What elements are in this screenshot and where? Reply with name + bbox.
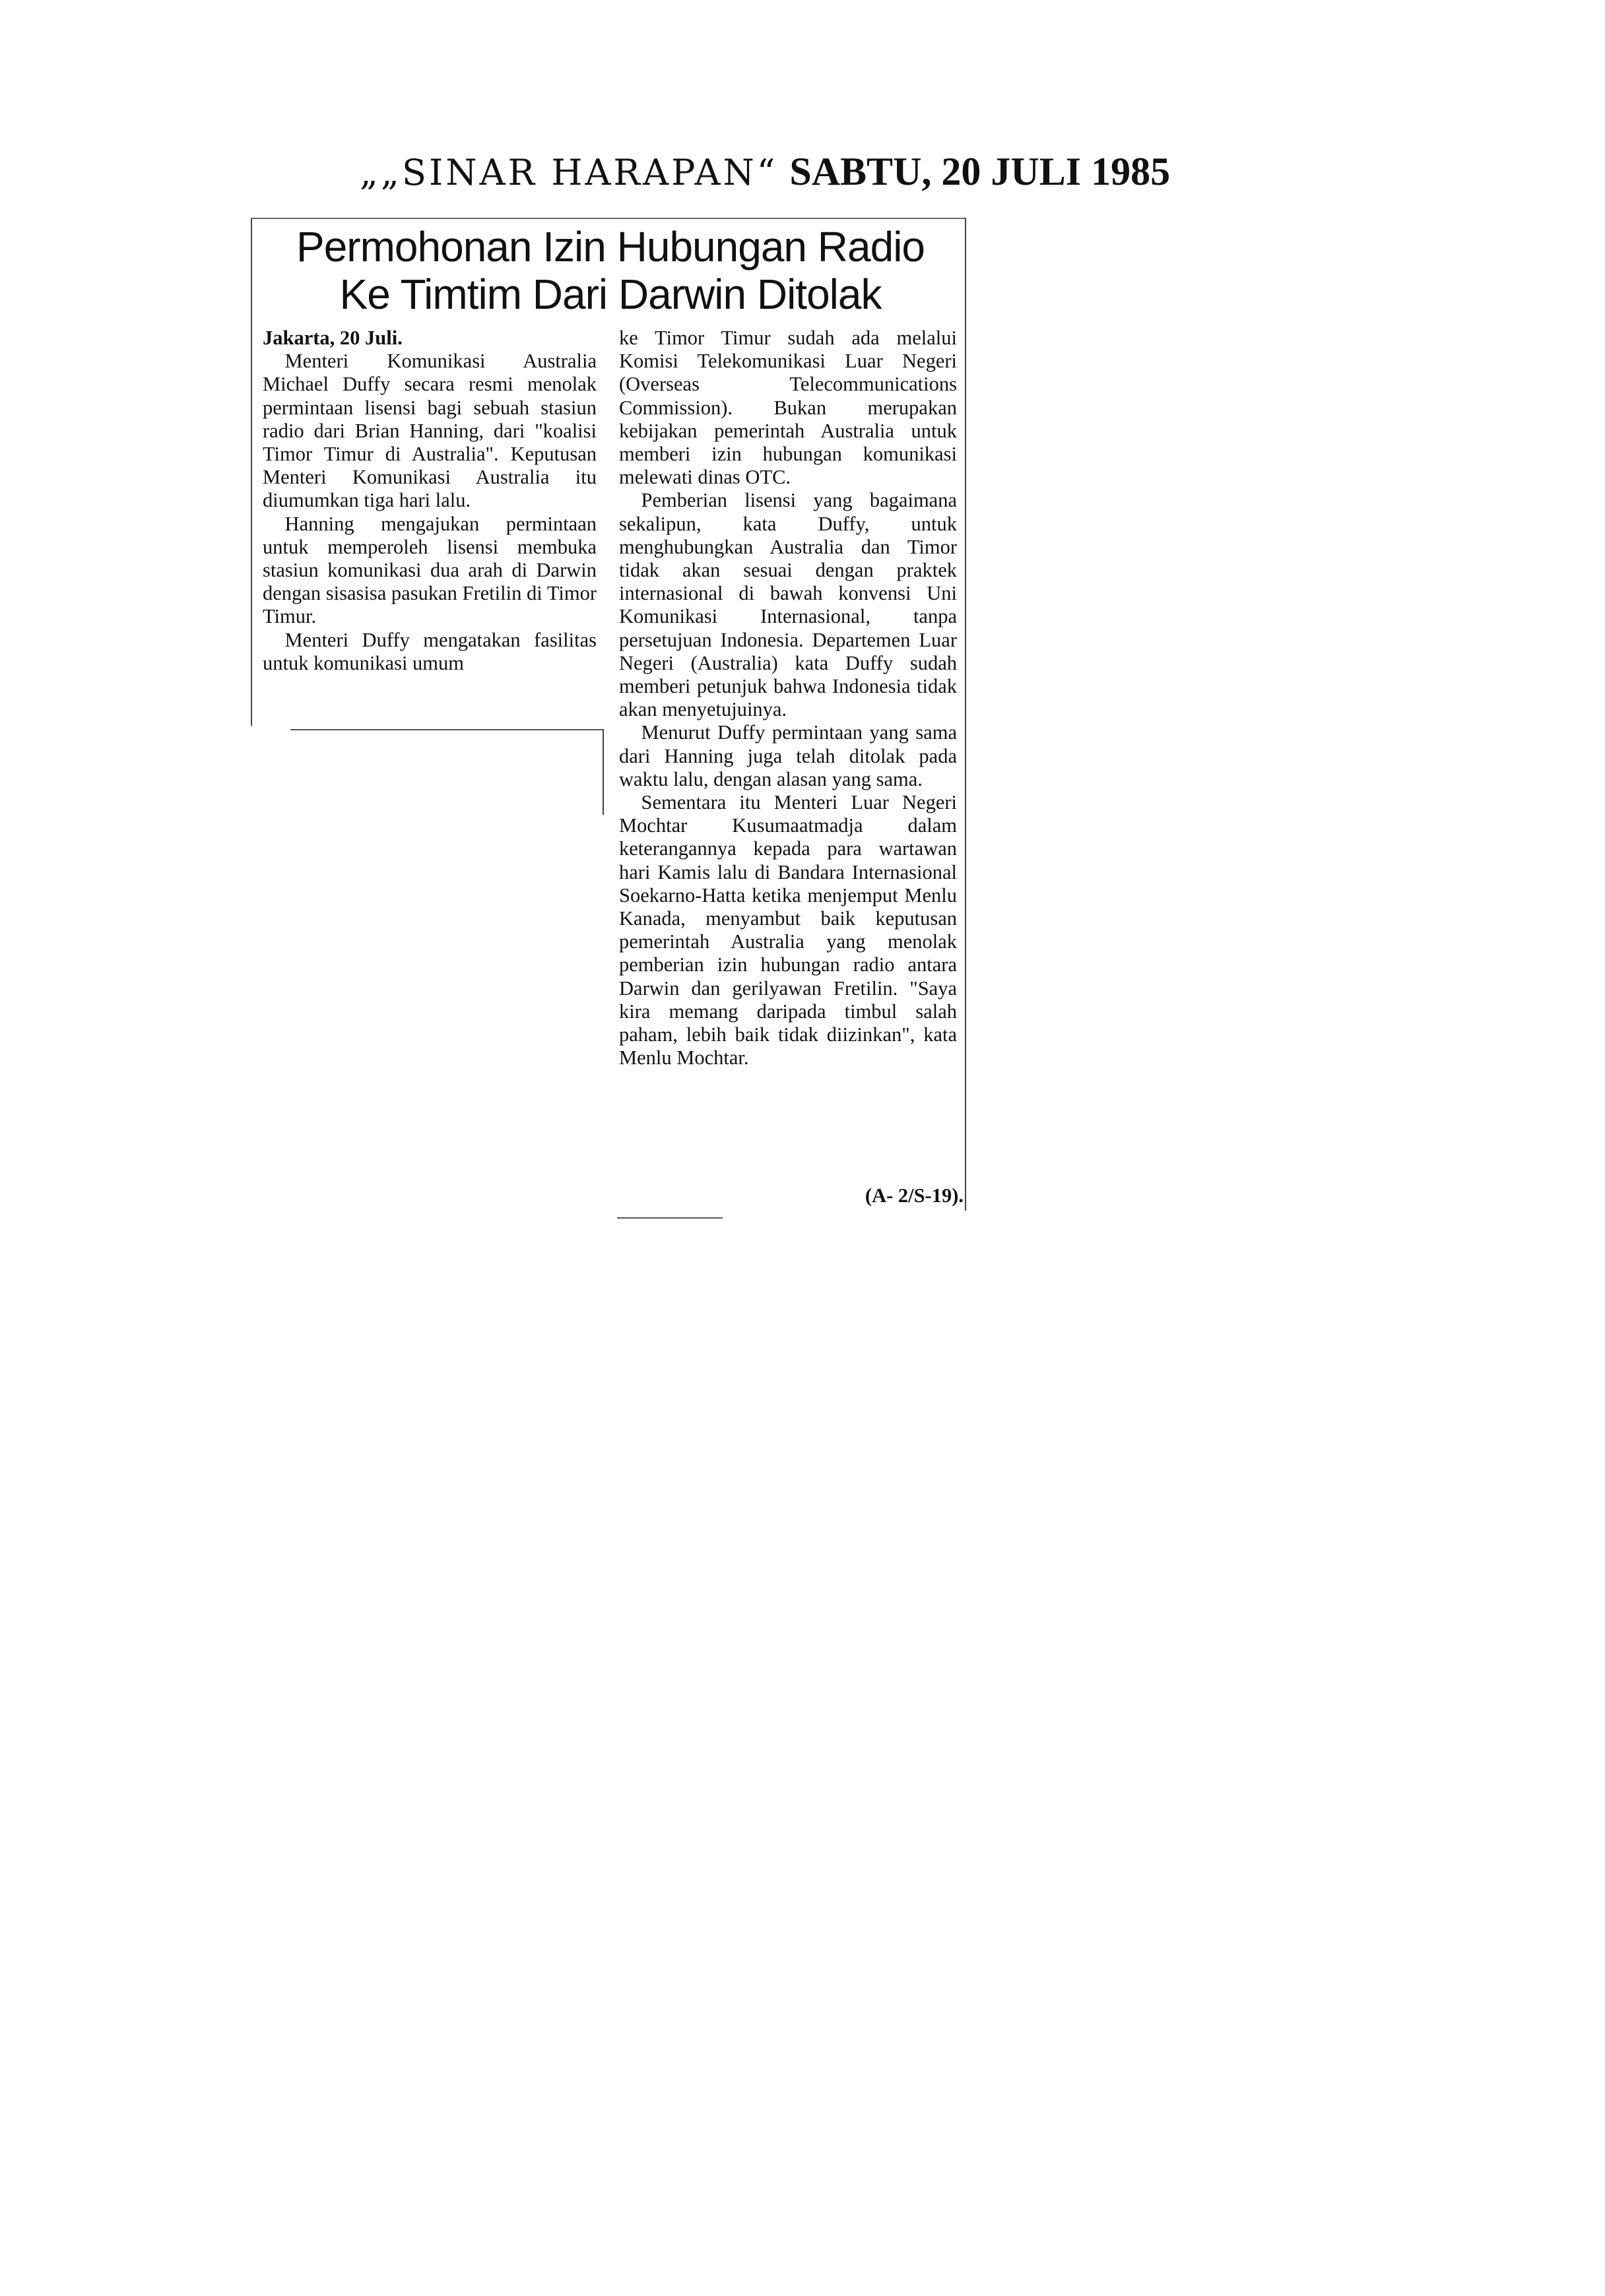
article-paragraph: Sementara itu Menteri Luar Negeri Mochtar Kusumaatmadja dalam keterangannya kepada para wartawan hari Kamis lalu di Bandara Internasional Soekarno-Hatta ketika menjemput Menlu Kanada, menyambut baik keputusan pemerintah Australia yang menolak pemberian izin hubungan radio antara Darwin dan gerilyawan Fretilin. "Saya kira memang daripada timbul salah paham, lebih baik tidak diizinkan", kata Menlu Mochtar. bbox=[619, 791, 957, 1069]
newspaper-name: „„SINAR HARAPAN“ bbox=[360, 152, 778, 193]
article-dateline: Jakarta, 20 Juli. bbox=[263, 327, 403, 349]
article-column-left bbox=[263, 327, 597, 675]
clipping-left-rule bbox=[251, 218, 252, 726]
article-headline bbox=[261, 223, 960, 318]
publication-date: SABTU, 20 JULI 1985 bbox=[789, 150, 1171, 193]
clipping-top-rule bbox=[251, 218, 965, 219]
article-paragraph: Menteri Komunikasi Australia Michael Duffy secara resmi menolak permintaan lisensi bagi sebuah stasiun radio dari Brian Hanning, dari "koalisi Timor Timur di Australia". Keputusan Menteri Komunikasi Australia itu diumumkan tiga hari lalu. bbox=[263, 350, 597, 512]
clipping-step-rule-vertical bbox=[603, 729, 604, 815]
headline-line-1: Permohonan Izin Hubungan Radio bbox=[296, 223, 925, 271]
headline-line-2: Ke Timtim Dari Darwin Ditolak bbox=[339, 271, 882, 318]
clipping-right-rule bbox=[965, 218, 966, 1211]
newspaper-masthead bbox=[360, 135, 1171, 208]
article-paragraph: Pemberian lisensi yang bagaimana sekalipun, kata Duffy, untuk menghubungkan Australia dan Timor tidak akan sesuai dengan praktek internasional di bawah konvensi Uni Komunikasi Internasional, tanpa persetujuan Indonesia. Departemen Luar Negeri (Australia) kata Duffy sudah memberi petunjuk bahwa Indonesia tidak akan menyetujuinya. bbox=[619, 489, 957, 721]
article-paragraph: Menteri Duffy mengatakan fasilitas untuk komunikasi umum bbox=[263, 628, 597, 674]
article-paragraph-continued: ke Timor Timur sudah ada melalui Komisi Telekomunikasi Luar Negeri (Overseas Telecommunications Commission). Bukan merupakan kebijakan pemerintah Australia untuk memberi izin hubungan komunikasi melewati dinas OTC. bbox=[619, 327, 957, 489]
clipping-bottom-rule bbox=[617, 1217, 723, 1219]
clipping-step-rule-horizontal bbox=[290, 729, 604, 730]
article-credit: (A- 2/S-19). bbox=[865, 1184, 964, 1207]
article-paragraph: Menurut Duffy permintaan yang sama dari Hanning juga telah ditolak pada waktu lalu, dengan alasan yang sama. bbox=[619, 721, 957, 790]
article-paragraph: Hanning mengajukan permintaan untuk memperoleh lisensi membuka stasiun komunikasi dua arah di Darwin dengan sisasisa pasukan Fretilin di Timor Timur. bbox=[263, 512, 597, 628]
article-column-right bbox=[619, 327, 957, 1070]
